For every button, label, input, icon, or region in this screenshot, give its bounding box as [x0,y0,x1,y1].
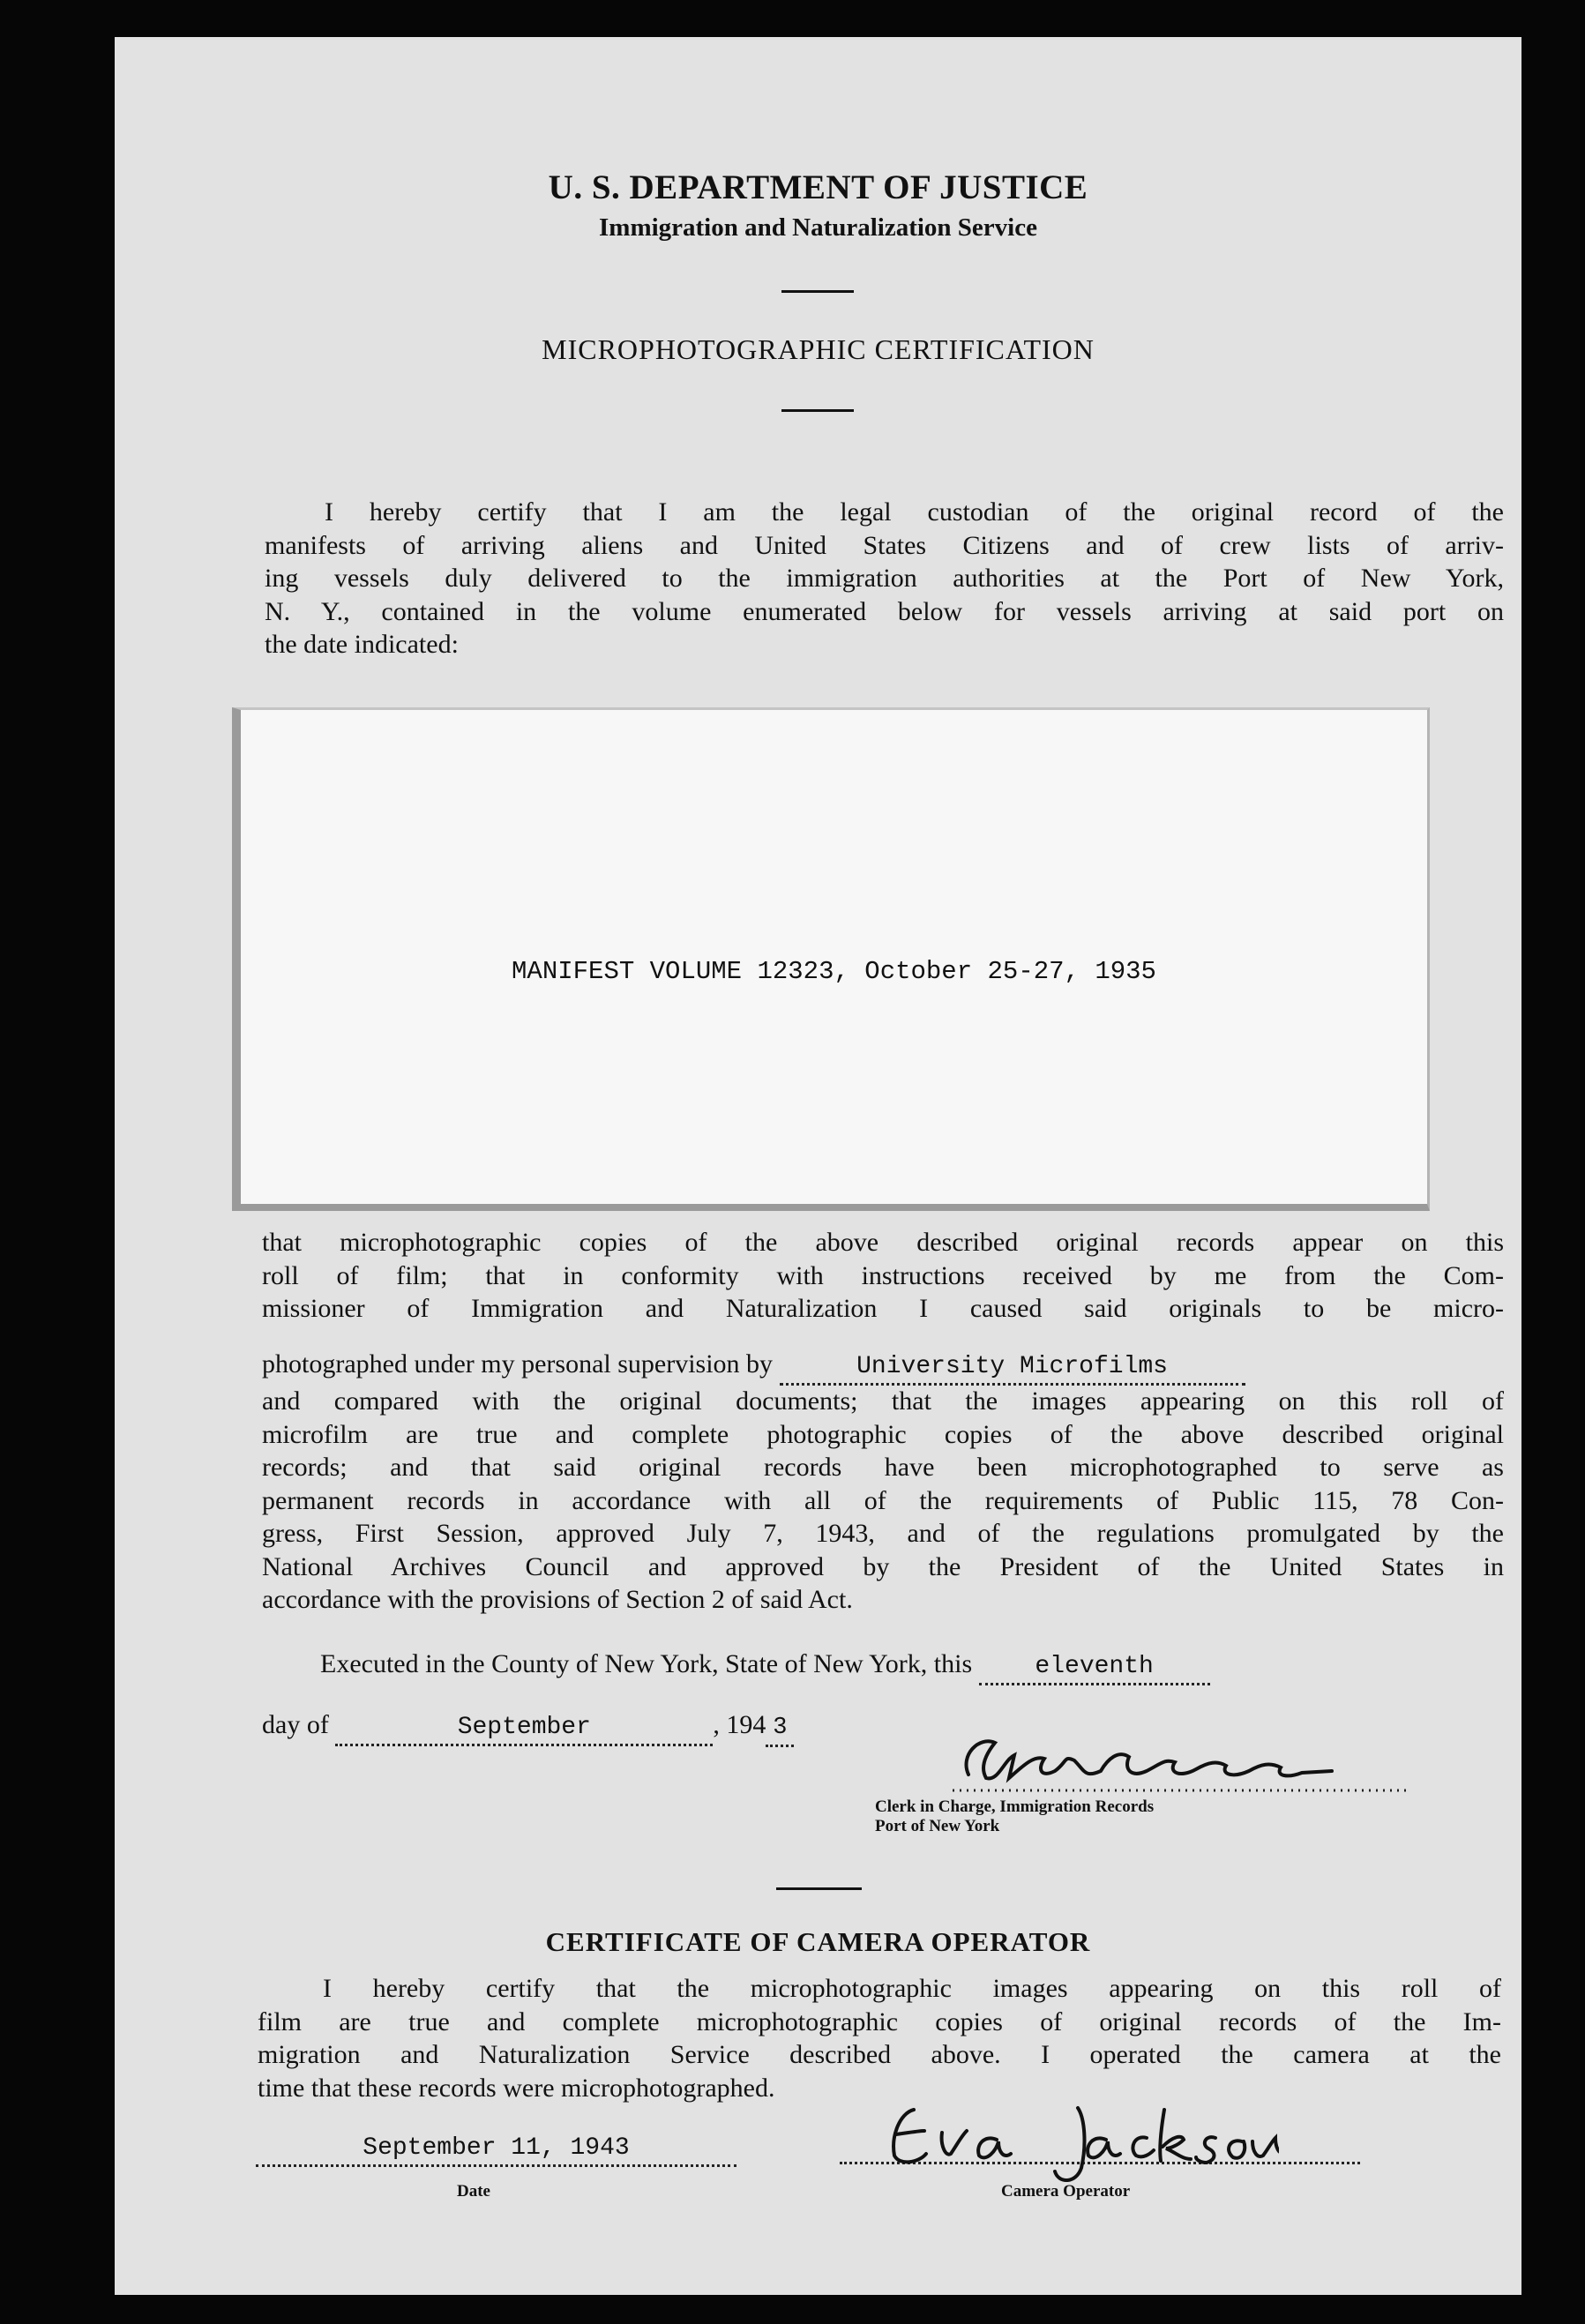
execution-month: September [335,1711,713,1746]
body-line: permanent records in accordance with all of the requirements of Public 115, 78 Con- [262,1485,1504,1515]
body-line: gress, First Session, approved July 7, 1943, and of the regulations promulgated by the [262,1519,1504,1548]
divider [781,409,854,412]
day-of-label: day of [262,1710,329,1739]
supervision-line [262,1348,1245,1386]
clerk-title-line: Clerk in Charge, Immigration Records [875,1797,1155,1816]
camera-line: I hereby certify that the microphotographic images appearing on this roll of [323,1974,1501,2003]
camera-line: migration and Naturalization Service described above. I operated the camera at the [258,2040,1501,2069]
service-subtitle: Immigration and Naturalization Service [599,213,1037,242]
intro-line: N. Y., contained in the volume enumerated below for vessels arriving at said port on [265,596,1504,626]
body-line: records; and that said original records have been microphotographed to serve as [262,1453,1504,1482]
agency-title: U. S. DEPARTMENT OF JUSTICE [548,168,1088,206]
camera-certificate-title: CERTIFICATE OF CAMERA OPERATOR [545,1926,1091,1957]
manifest-volume-text: MANIFEST VOLUME 12323, October 25-27, 1935 [512,957,1156,986]
body-line: microfilm are true and complete photographic copies of the above described original [262,1419,1504,1449]
divider [776,1887,862,1890]
body-line: roll of film; that in conformity with instructions received by me from the Com- [262,1260,1504,1290]
clerk-title-line: Port of New York [875,1817,1000,1835]
supervision-name: University Microfilms [780,1350,1245,1386]
intro-line: manifests of arriving aliens and United States Citizens and of crew lists of arriv- [265,530,1504,560]
camera-line: film are true and complete microphotographic copies of original records of the Im- [258,2006,1501,2036]
body-line: and compared with the original documents; that the images appearing on this roll of [262,1386,1504,1416]
execution-line [320,1648,1210,1685]
intro-paragraph [265,496,1504,661]
year-digit: 3 [766,1712,794,1747]
intro-line: ing vessels duly delivered to the immigration authorities at the Port of New York, [265,564,1504,593]
divider [781,290,854,293]
body-paragraph-bottom [262,1385,1504,1617]
camera-paragraph [258,1972,1501,2104]
certification-title: MICROPHOTOGRAPHIC CERTIFICATION [542,333,1095,365]
supervision-prefix: photographed under my personal supervision by [262,1349,774,1379]
execution-prefix: Executed in the County of New York, State of New York, this [320,1649,973,1678]
intro-line: the date indicated: [265,630,459,659]
camera-operator-label: Camera Operator [1001,2182,1131,2201]
camera-date-field [256,2129,736,2167]
body-line: that microphotographic copies of the above described original records appear on this [262,1228,1504,1257]
date-label: Date [457,2182,490,2201]
clerk-signature [953,1720,1411,1799]
operator-signature-drawing [873,2092,1279,2189]
body-line: missioner of Immigration and Naturalization I caused said originals to be micro- [262,1294,1504,1323]
certificate-page [115,37,1521,2295]
body-paragraph-top [262,1226,1504,1326]
body-line: National Archives Council and approved by the President of the United States in [262,1551,1504,1581]
intro-line: I hereby certify that I am the legal custodian of the original record of the [325,497,1504,527]
clerk-title [875,1797,1154,1836]
camera-line: time that these records were microphotographed. [258,2073,775,2103]
execution-day: eleventh [979,1650,1210,1685]
record-card [232,707,1430,1211]
year-prefix: , 194 [713,1710,766,1739]
body-line: accordance with the provisions of Section 2 of said Act. [262,1585,853,1614]
camera-date-value: September 11, 1943 [256,2132,736,2167]
execution-month-line [262,1708,794,1747]
